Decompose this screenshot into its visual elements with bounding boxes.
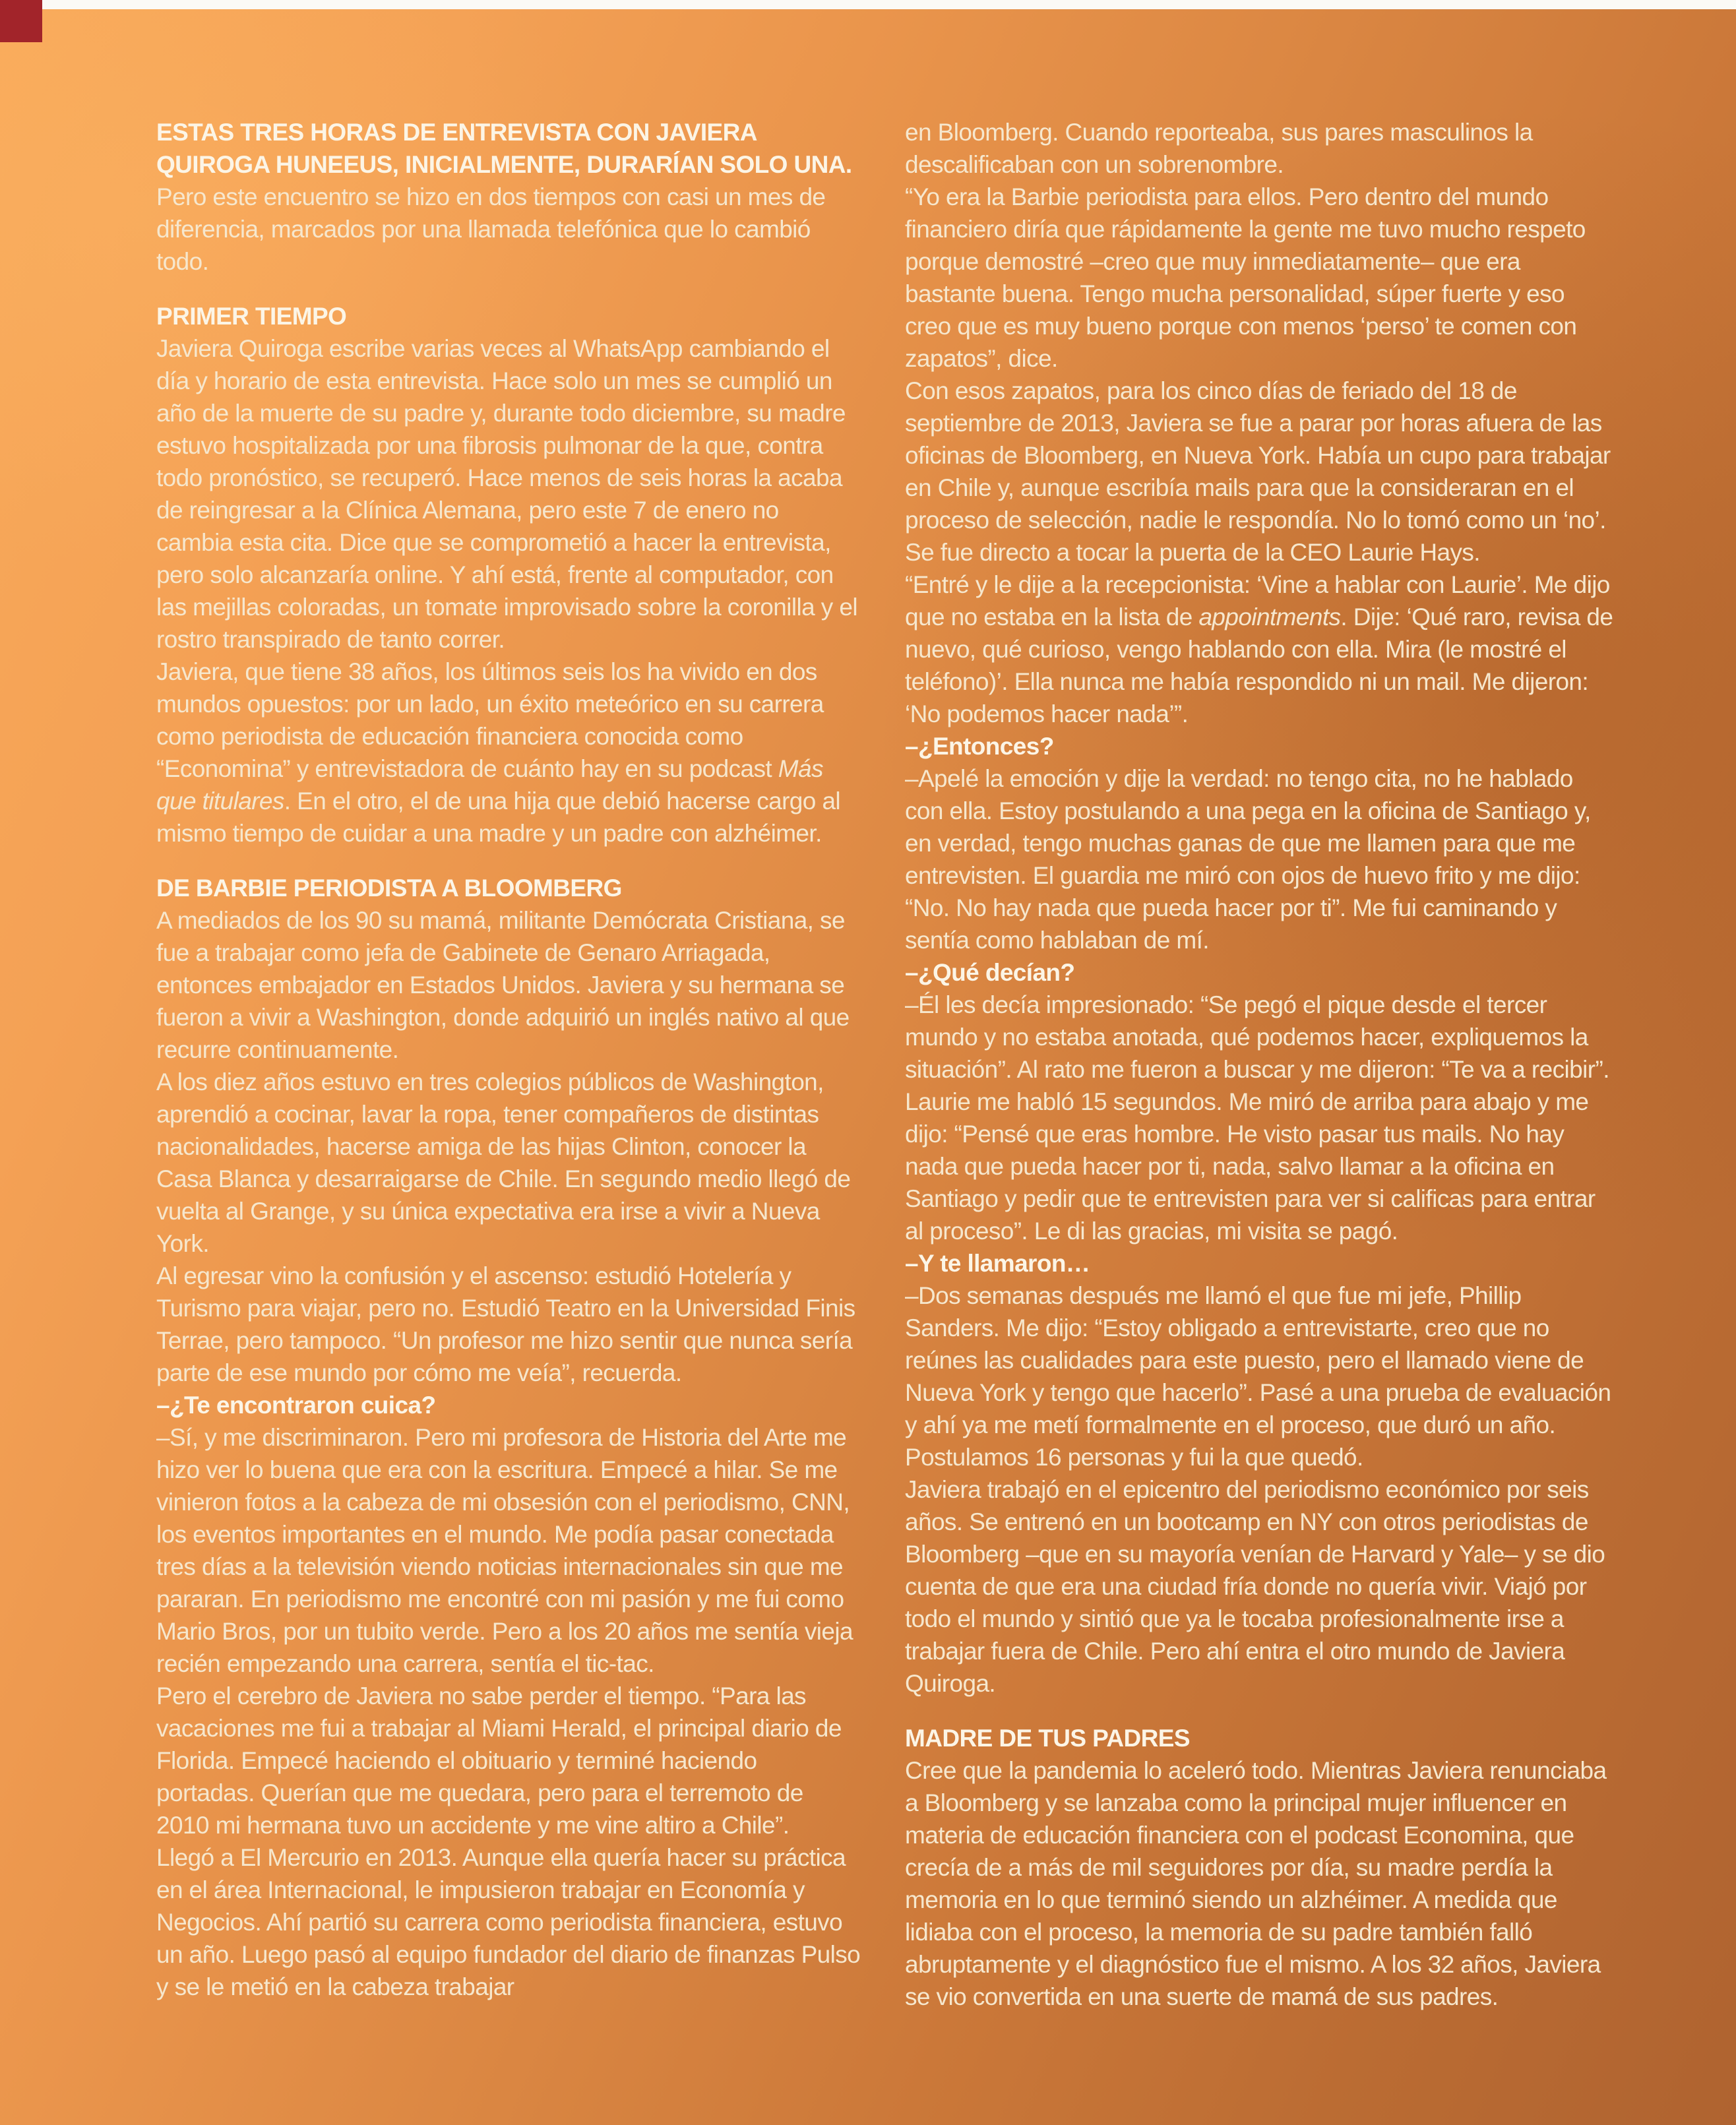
text-segment: Al egresar vino la confusión y el ascenso: estudió Hotelería y Turismo para viajar, pero no. Estudió Teatro en la Universidad Finis Terrae, pero tampoco. “Un profesor me hizo sentir que nunca sería parte de ese mundo por cómo me veía”, recuerda. — [156, 1262, 855, 1386]
text-segment: Llegó a El Mercurio en 2013. Aunque ella quería hacer su práctica en el área Internacional, le impusieron trabajar en Economía y Negocios. Ahí partió su carrera como periodista financiera, estuvo un año. Luego pasó al equipo fundador del diario de finanzas Pulso y se le metió en la cabeza trabajar — [156, 1844, 861, 2000]
body-paragraph — [156, 1260, 861, 1389]
section-heading — [156, 872, 861, 904]
section-heading — [905, 1722, 1615, 1754]
paragraph-gap — [156, 849, 861, 872]
text-segment: en Bloomberg. Cuando reporteaba, sus pares masculinos la descalificaban con un sobrenombre. — [905, 119, 1533, 178]
text-segment: –Y te llamaron… — [905, 1250, 1090, 1277]
text-segment: Javiera trabajó en el epicentro del periodismo económico por seis años. Se entrenó en un bootcamp en NY con otros periodistas de Bloomberg –que en su mayoría venían de Harvard y Yale– y se dio cuenta de que era una ciudad fría donde no quería vivir. Viajó por todo el mundo y sintió que ya le tocaba profesionalmente irse a trabajar fuera de Chile. Pero ahí entra el otro mundo de Javiera Quiroga. — [905, 1476, 1605, 1697]
body-paragraph — [156, 904, 861, 1066]
text-segment: –Dos semanas después me llamó el que fue mi jefe, Phillip Sanders. Me dijo: “Estoy obligado a entrevistarte, creo que no reúnes las cualidades para este puesto, pero el llamado viene de Nueva York y tengo que hacerlo”. Pasé a una prueba de evaluación y ahí ya me metí formalmente en el proceso, que duró un año. Postulamos 16 personas y fui la que quedó. — [905, 1282, 1611, 1471]
text-segment: –¿Entonces? — [905, 733, 1054, 760]
text-segment: . Dije: ‘Qué raro, revisa de nuevo, qué curioso, vengo hablando con ella. Mira (le mostré el teléfono)’. Ella nunca me había respondido ni un mail. Me dijeron: ‘No podemos hacer nada’”. — [905, 603, 1613, 727]
article-column-right — [905, 116, 1615, 2013]
text-segment: Pero este encuentro se hizo en dos tiempos con casi un mes de diferencia, marcados por una llamada telefónica que lo cambió todo. — [156, 183, 826, 275]
interview-question — [905, 1247, 1615, 1279]
interview-question — [156, 1389, 861, 1421]
paragraph-gap — [156, 278, 861, 300]
body-paragraph — [905, 1754, 1615, 2013]
interview-question — [905, 956, 1615, 989]
text-segment: Más que titulares — [156, 755, 823, 815]
text-segment: MADRE DE TUS PADRES — [905, 1725, 1190, 1752]
body-paragraph — [156, 1421, 861, 1680]
body-paragraph — [905, 116, 1615, 181]
body-paragraph — [905, 375, 1615, 569]
body-paragraph — [156, 1066, 861, 1260]
text-segment: –¿Qué decían? — [905, 959, 1075, 986]
body-paragraph — [156, 1841, 861, 2003]
text-segment: Javiera Quiroga escribe varias veces al WhatsApp cambiando el día y horario de esta entrevista. Hace solo un mes se cumplió un año de la muerte de su padre y, durante todo diciembre, su madre estuvo hospitalizada por una fibrosis pulmonar de la que, contra todo pronóstico, se recuperó. Hace menos de seis horas la acaba de reingresar a la Clínica Alemana, pero este 7 de enero no cambia esta cita. Dice que se comprometió a hacer la entrevista, pero solo alcanzaría online. Y ahí está, frente al computador, con las mejillas coloradas, un tomate improvisado sobre la coronilla y el rostro transpirado de tanto correr. — [156, 335, 857, 653]
body-paragraph — [905, 989, 1615, 1247]
text-segment: –Él les decía impresionado: “Se pegó el pique desde el tercer mundo y no estaba anotada, qué podemos hacer, expliquemos la situación”. Al rato me fueron a buscar y me dijeron: “Te va a recibir”. Laurie me habló 15 segundos. Me miró de arriba para abajo y me dijo: “Pensé que eras hombre. He visto pasar tus mails. No hay nada que pueda hacer por ti, nada, salvo llamar a la oficina en Santiago y pedir que te entrevisten para ver si calificas para entrar al proceso”. Le di las gracias, mi visita se pagó. — [905, 991, 1609, 1245]
text-segment: . En el otro, el de una hija que debió hacerse cargo al mismo tiempo de cuidar a una madre y un padre con alzhéimer. — [156, 787, 841, 847]
text-segment: “Yo era la Barbie periodista para ellos. Pero dentro del mundo financiero diría que rápidamente la gente me tuvo mucho respeto porque demostré –creo que muy inmediatamente– que era bastante buena. Tengo mucha personalidad, súper fuerte y eso creo que es muy bueno porque con menos ‘perso’ te comen con zapatos”, dice. — [905, 183, 1586, 372]
text-segment: ESTAS TRES HORAS DE ENTREVISTA CON JAVIERA QUIROGA HUNEEUS, INICIALMENTE, DURARÍAN SOLO UNA. — [156, 119, 852, 178]
text-segment: A los diez años estuvo en tres colegios públicos de Washington, aprendió a cocinar, lavar la ropa, tener compañeros de distintas nacionalidades, hacerse amiga de las hijas Clinton, conocer la Casa Blanca y desarraigarse de Chile. En segundo medio llegó de vuelta al Grange, y su única expectativa era irse a vivir a Nueva York. — [156, 1068, 851, 1257]
text-segment: A mediados de los 90 su mamá, militante Demócrata Cristiana, se fue a trabajar como jefa de Gabinete de Genaro Arriagada, entonces embajador en Estados Unidos. Javiera y su hermana se fueron a vivir a Washington, donde adquirió un inglés nativo al que recurre continuamente. — [156, 907, 850, 1063]
text-segment: Pero el cerebro de Javiera no sabe perder el tiempo. “Para las vacaciones me fui a trabajar al Miami Herald, el principal diario de Florida. Empecé haciendo el obituario y terminé haciendo portadas. Querían que me quedara, pero para el terremoto de 2010 mi hermana tuvo un accidente y me vine altiro a Chile”. — [156, 1682, 842, 1839]
body-paragraph — [156, 656, 861, 849]
body-paragraph — [905, 569, 1615, 730]
section-heading — [156, 300, 861, 332]
text-segment: Javiera, que tiene 38 años, los últimos seis los ha vivido en dos mundos opuestos: por un lado, un éxito meteórico en su carrera como periodista de educación financiera conocida como “Economina” y entrevistadora de cuánto hay en su podcast — [156, 658, 824, 782]
text-segment: Con esos zapatos, para los cinco días de feriado del 18 de septiembre de 2013, Javiera se fue a parar por horas afuera de las oficinas de Bloomberg, en Nueva York. Había un cupo para trabajar en Chile y, aunque escribía mails para que la consideraran en el proceso de selección, nadie le respondía. No lo tomó como un ‘no’. Se fue directo a tocar la puerta de la CEO Laurie Hays. — [905, 377, 1611, 566]
body-paragraph — [905, 1473, 1615, 1700]
text-segment: –Sí, y me discriminaron. Pero mi profesora de Historia del Arte me hizo ver lo buena que era con la escritura. Empecé a hilar. Se me vinieron fotos a la cabeza de mi obsesión con el periodismo, CNN, los eventos importantes en el mundo. Me podía pasar conectada tres días a la televisión viendo noticias internacionales sin que me pararan. En periodismo me encontré con mi pasión y me fui como Mario Bros, por un tubito verde. Pero a los 20 años me sentía vieja recién empezando una carrera, sentía el tic-tac. — [156, 1424, 853, 1677]
article-column-left — [156, 116, 861, 2003]
text-segment: –Apelé la emoción y dije la verdad: no tengo cita, no he hablado con ella. Estoy postulando a una pega en la oficina de Santiago y, en verdad, tengo muchas ganas de que me llamen para que me entrevisten. El guardia me miró con ojos de huevo frito y me dijo: “No. No hay nada que pueda hacer por ti”. Me fui caminando y sentía como hablaban de mí. — [905, 765, 1591, 954]
text-segment: –¿Te encontraron cuica? — [156, 1392, 436, 1419]
page-top-strip — [0, 0, 1736, 9]
body-paragraph — [905, 762, 1615, 956]
text-segment: appointments — [1198, 603, 1341, 631]
text-segment: “Entré y le dije a la recepcionista: ‘Vine a hablar con Laurie’. Me dijo que no estaba en la lista de — [905, 571, 1610, 631]
corner-red-mark — [0, 0, 42, 42]
body-paragraph — [905, 181, 1615, 375]
body-paragraph — [156, 1680, 861, 1841]
body-paragraph — [905, 1279, 1615, 1473]
text-segment: PRIMER TIEMPO — [156, 303, 347, 330]
paragraph-gap — [905, 1700, 1615, 1722]
interview-question — [905, 730, 1615, 762]
text-segment: Cree que la pandemia lo aceleró todo. Mientras Javiera renunciaba a Bloomberg y se lanzaba como la principal mujer influencer en materia de educación financiera con el podcast Economina, que crecía de a más de mil seguidores por día, su madre perdía la memoria en lo que terminó siendo un alzhéimer. A medida que lidiaba con el proceso, la memoria de su padre también falló abruptamente y el diagnóstico fue el mismo. A los 32 años, Javiera se vio convertida en una suerte de mamá de sus padres. — [905, 1757, 1607, 2010]
body-paragraph — [156, 116, 861, 278]
body-paragraph — [156, 332, 861, 656]
text-segment: DE BARBIE PERIODISTA A BLOOMBERG — [156, 875, 622, 902]
